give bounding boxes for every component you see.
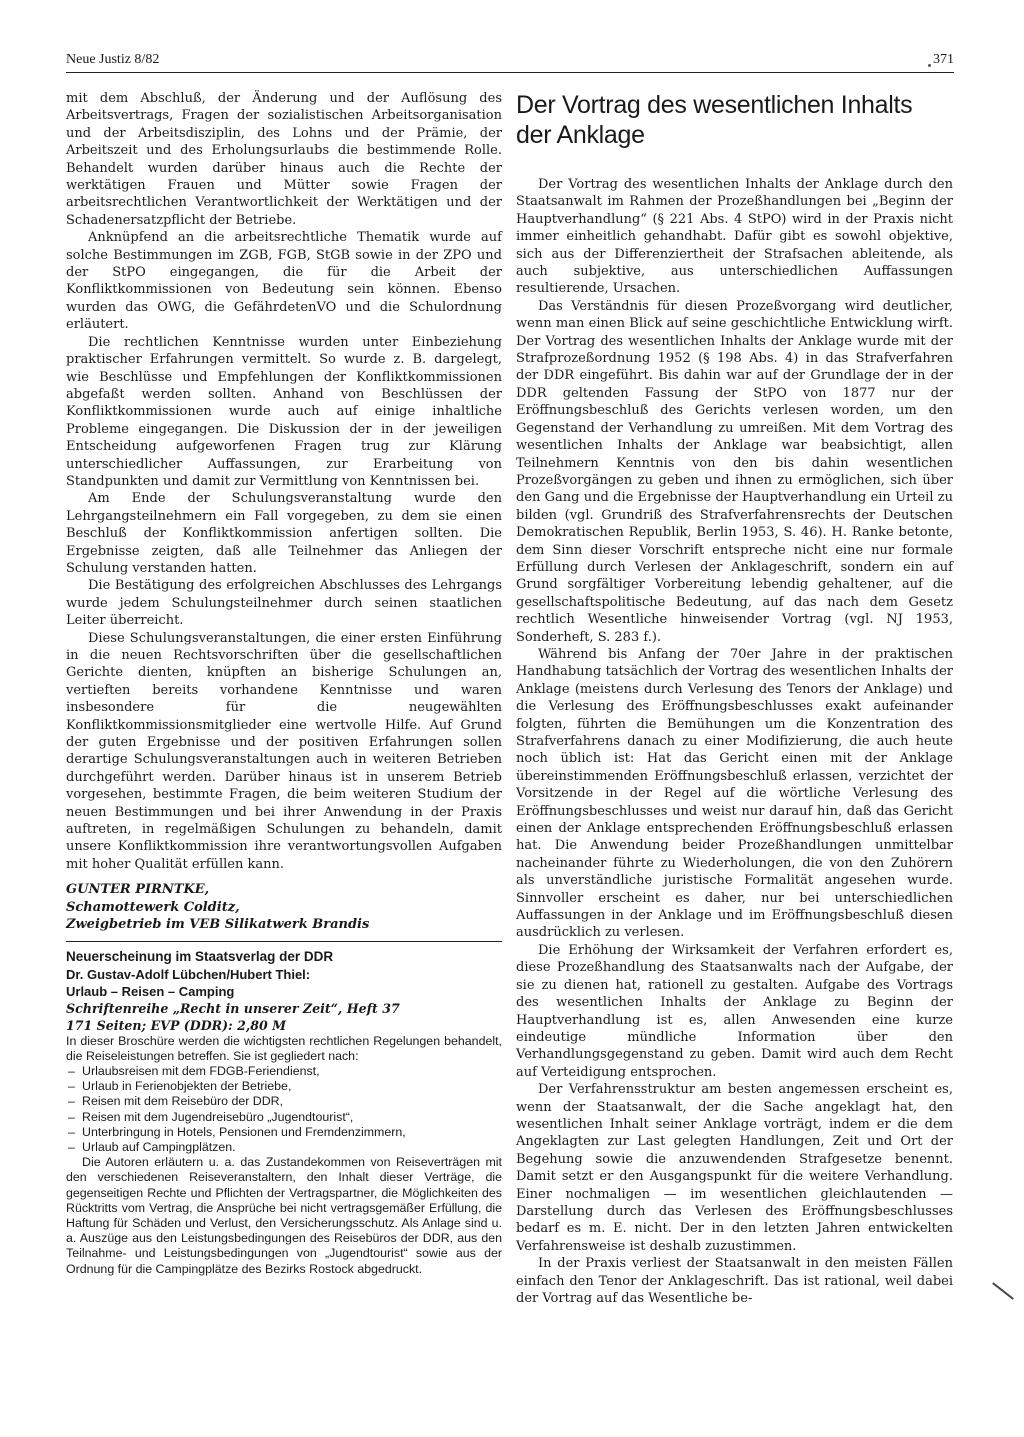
left-column <box>66 90 502 1277</box>
notice-authors: Dr. Gustav-Adolf Lübchen/Hubert Thiel: <box>66 966 311 982</box>
paragraph: Die rechtlichen Kenntnisse wurden unter Einbeziehung praktischer Erfahrungen vermittelt. So wurde z. B. dargelegt, wie Beschlüsse und Empfehlungen der Konfliktkommissionen abgefaßt werden sollten. Anhand von Beschlüssen der Konfliktkommissionen wurde auch auf einige inhaltliche Probleme eingegangen. Die Diskussion der in der jeweiligen Entscheidung aufgeworfenen Fragen trug zur Klärung unterschiedlicher Auffassungen, zur Erarbeitung von Standpunkten und damit zur Vermittlung von Kenntnissen bei. <box>66 334 502 489</box>
right-column <box>516 90 953 1307</box>
author-affiliation-detail: Zweigbetrieb im VEB Silikatwerk Brandis <box>66 917 370 933</box>
list-item: – Reisen mit dem Jugendreisebüro „Jugendtourist“, <box>66 1110 502 1125</box>
notice-book-title: Urlaub – Reisen – Camping <box>66 983 235 999</box>
notice-intro: In dieser Broschüre werden die wichtigsten rechtlichen Regelungen behandelt, die Reiseleistungen betreffen. Sie ist gegliedert nach: <box>66 1033 502 1063</box>
scan-mark <box>992 1282 1014 1300</box>
paragraph: Während bis Anfang der 70er Jahre in der praktischen Handhabung tatsächlich der Vortrag des wesentlichen Inhalts der Anklage (meistens durch Verlesung des Tenors der Anklage) und die Verlesung des Eröffnungsbeschlusses exakt aufeinander folgten, führten die Bemühungen um die Konzentration des Strafverfahrens danach zu einer Modifizierung, die auch heute noch üblich ist: Hat das Gericht einen mit der Anklage übereinstimmenden Eröffnungsbeschluß erlassen, verzichtet der Vorsitzende in der Regel auf die wörtliche Verlesung des Eröffnungsbeschlusses und weist nur darauf hin, daß das Gericht einen der Anklage entsprechenden Eröffnungsbeschluß erlassen hat. Die Anwendung beider Prozeßhandlungen unmittelbar nacheinander führte zu Wiederholungen, die von den Zuhörern als unverständliche juristische Formalität angesehen wurde. Sinnvoller erscheint es daher, nur bei unterschiedlichen Auffassungen in der Anklage und im Eröffnungsbeschluß diesen ausdrücklich zu verlesen. <box>516 646 953 941</box>
notice-series: Schriftenreihe „Recht in unserer Zeit“, Heft 37 <box>66 1000 400 1016</box>
scan-speck <box>928 64 931 67</box>
paragraph: Das Verständnis für diesen Prozeßvorgang wird deutlicher, wenn man einen Blick auf seine geschichtliche Entwicklung wirft. Der Vortrag des wesentlichen Inhalts der Anklage wurde mit der Strafprozeßordnung 1952 (§ 198 Abs. 4) in das Strafverfahren der DDR eingeführt. Bis dahin war auf der Grundlage der in der DDR geltenden Fassung der StPO von 1877 nur der Eröffnungsbeschluß des Gerichts verlesen worden, um den Gegenstand der Verhandlung zu umreißen. Mit dem Vortrag des wesentlichen Inhalts der Anklage war beabsichtigt, allen Teilnehmern Kenntnis von den bis dahin wesentlichen Prozeßvorgängen zu geben und ihnen zu ermöglichen, sich über den Gang und die Ergebnisse der Hauptverhandlung ein Urteil zu bilden (vgl. Grundriß des Strafverfahrensrechts der Deutschen Demokratischen Republik, Berlin 1953, S. 46). H. Ranke betonte, dem Sinn dieser Vorschrift entspreche nicht eine nur formale Erfüllung durch Verlesen der Anklageschrift, sondern ein auf Grund sorgfältiger Vorbereitung lebendig gehaltener, auf die gesellschaftspolitische Bedeutung, auf das nach dem Gesetz rechtlich Wesentliche hinweisender Vortrag (vgl. NJ 1953, Sonderheft, S. 283 f.). <box>516 298 953 645</box>
page-number: 371 <box>933 52 954 67</box>
paragraph: Die Bestätigung des erfolgreichen Abschlusses des Lehrgangs wurde jedem Schulungsteilnehmer durch seinen staatlichen Leiter überreicht. <box>66 578 502 629</box>
list-item: – Urlaub in Ferienobjekten der Betriebe, <box>66 1079 502 1094</box>
list-item: – Urlaubsreisen mit dem FDGB-Feriendienst, <box>66 1064 502 1079</box>
article-title-line: der Anklage <box>516 121 645 149</box>
paragraph: Diese Schulungsveranstaltungen, die einer ersten Einführung in die neuen Rechtsvorschriften über die gesellschaftlichen Gerichte dienten, knüpften an bisherige Schulungen an, vertieften bereits vorhandene Kenntnisse und waren insbesondere für die neugewählten Konfliktkommissionsmitglieder eine wertvolle Hilfe. Auf Grund der guten Ergebnisse und der positiven Erfahrungen sollen derartige Schulungsveranstaltungen auch in weiteren Betrieben durchgeführt werden. Darüber hinaus ist in unserem Betrieb vorgesehen, bestimmte Fragen, die beim weiteren Studium der neuen Bestimmungen und bei ihrer Anwendung in der Praxis auftreten, in regelmäßigen Schulungen zu behandeln, damit unsere Konfliktkommission ihre verantwortungsvollen Aufgaben mit hoher Qualität erfüllen kann. <box>66 630 502 872</box>
paragraph: Am Ende der Schulungsveranstaltung wurde den Lehrgangsteilnehmern ein Fall vorgegeben, zu dem sie einen Beschluß der Konfliktkommission anfertigen sollten. Die Ergebnisse zeigten, daß alle Teilnehmer das Anliegen der Schulung verstanden hatten. <box>66 491 502 576</box>
journal-issue: Neue Justiz 8/82 <box>66 52 160 67</box>
paragraph: Der Vortrag des wesentlichen Inhalts der Anklage durch den Staatsanwalt im Rahmen der Prozeßhandlungen bei „Beginn der Hauptverhandlung“ (§ 221 Abs. 4 StPO) wird in der Praxis nicht immer einheitlich gehandhabt. Dafür gibt es sowohl objektive, sich aus der Differenziertheit der Strafsachen ableitende, als auch subjektive, aus unterschiedlichen Auffassungen resultierende, Ursachen. <box>516 177 953 297</box>
publication-notice <box>66 948 502 1277</box>
article-title-line: Der Vortrag des wesentlichen Inhalts <box>516 91 913 119</box>
paragraph: Anknüpfend an die arbeitsrechtliche Thematik wurde auf solche Bestimmungen im ZGB, FGB, StGB sowie in der ZPO und der StPO eingegangen, die für die Arbeit der Konfliktkommissionen von Bedeutung sein können. Ebenso wurden das OWG, die GefährdetenVO und die Schulordnung erläutert. <box>66 230 502 333</box>
list-item: – Reisen mit dem Reisebüro der DDR, <box>66 1094 502 1109</box>
article-title <box>516 90 953 150</box>
article-title-block <box>516 90 953 176</box>
page-header <box>66 50 954 73</box>
paragraph: Der Verfahrensstruktur am besten angemessen erscheint es, wenn der Staatsanwalt, der die Sache angeklagt hat, den wesentlichen Inhalt seiner Anklage vorträgt, indem er die dem Angeklagten zur Last gelegten Handlungen, Zeit und Ort der Begehung sowie die anzuwendenden Strafgesetze benennt. Damit setzt er den Ausgangspunkt für die weitere Verhandlung. Einer nochmaligen — im wesentlichen gleichlautenden — Darstellung durch das Verlesen des Eröffnungsbeschlusses bedarf es m. E. nicht. Der in den letzten Jahren entwickelten Verfahrensweise ist deshalb zuzustimmen. <box>516 1082 953 1254</box>
author-name: GUNTER PIRNTKE, <box>66 882 210 898</box>
notice-details: 171 Seiten; EVP (DDR): 2,80 M <box>66 1017 287 1033</box>
notice-topic-list <box>66 1064 502 1155</box>
author-signature <box>66 881 502 933</box>
notice-description: Die Autoren erläutern u. a. das Zustandekommen von Reiseverträgen mit den verschiedenen Reiseveranstaltern, den Inhalt dieser Verträge, die gegenseitigen Rechte und Pflichten der Vertragspartner, die Möglichkeiten des Rücktritts vom Vertrag, die Ansprüche bei nicht vertragsgemäßer Erfüllung, die Haftung für Schäden und Verlust, den Versicherungsschutz. Als Anlage sind u. a. Auszüge aus den Leistungsbedingungen des Reisebüros der DDR, aus den Teilnahme- und Leistungsbedingungen von „Jugendtourist“ sowie aus der Ordnung für die Campingplätze des Bezirks Rostock abgedruckt. <box>66 1155 502 1276</box>
list-item: – Urlaub auf Campingplätzen. <box>66 1140 502 1155</box>
paragraph: mit dem Abschluß, der Änderung und der Auflösung des Arbeitsvertrags, Fragen der sozialistischen Arbeitsorganisation und der Arbeitsdisziplin, des Lohns und der Prämie, der Arbeitszeit und des Erholungsurlaubs die bestimmende Rolle. Behandelt wurden darüber hinaus auch die Rechte der werktätigen Frauen und Mütter sowie Fragen der arbeitsrechtlichen Verantwortlichkeit der Werktätigen und der Schadenersatzpflicht der Betriebe. <box>66 91 502 228</box>
section-divider <box>66 941 502 942</box>
notice-heading: Neuerscheinung im Staatsverlag der DDR <box>66 948 334 964</box>
list-item: – Unterbringung in Hotels, Pensionen und Fremdenzimmern, <box>66 1125 502 1140</box>
paragraph: In der Praxis verliest der Staatsanwalt in den meisten Fällen einfach den Tenor der Anklageschrift. Das ist rational, weil dabei der Vortrag auf das Wesentliche be- <box>516 1256 953 1306</box>
paragraph: Die Erhöhung der Wirksamkeit der Verfahren erfordert es, diese Prozeßhandlung des Staatsanwalts nach der Aufgabe, der sie zu dienen hat, rationell zu gestalten. Aufgabe des Vortrags des wesentlichen Inhalts der Anklage zu Beginn der Hauptverhandlung ist es, allen Anwesenden eine kurze eindeutige mündliche Information über den Verhandlungsgegenstand zu geben. Damit wird auch dem Recht auf Verteidigung entsprochen. <box>516 942 953 1080</box>
author-affiliation: Schamottewerk Colditz, <box>66 899 240 915</box>
